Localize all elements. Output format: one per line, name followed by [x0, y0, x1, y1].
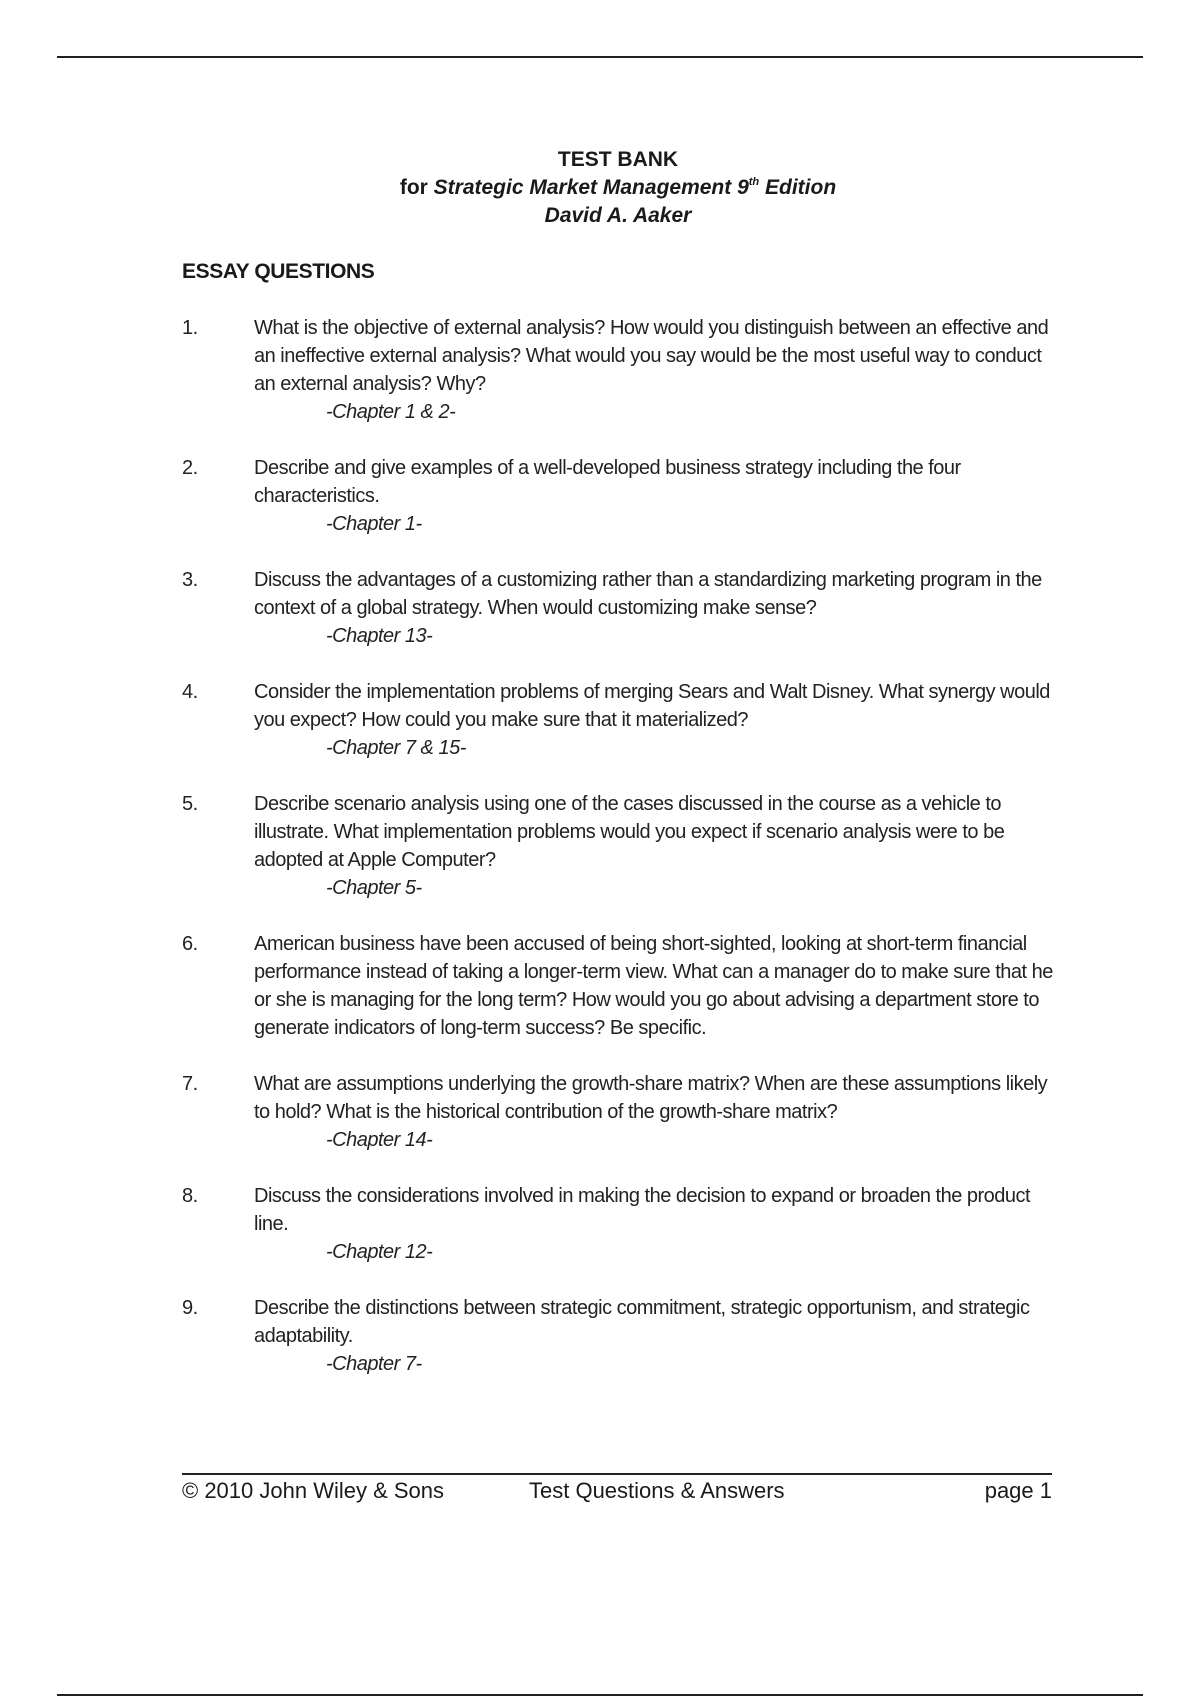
question-item [182, 454, 1062, 538]
question-item [182, 1182, 1062, 1266]
question-chapter-reference: -Chapter 5- [326, 877, 422, 899]
question-body [254, 930, 1062, 1042]
question-number: 9. [182, 1297, 198, 1319]
question-number: 4. [182, 681, 198, 703]
question-chapter-reference: -Chapter 12- [326, 1241, 433, 1263]
question-body [254, 566, 1062, 650]
footer-center-text: Test Questions & Answers [529, 1478, 785, 1503]
question-chapter-reference: -Chapter 13- [326, 625, 433, 647]
document-header [0, 146, 1200, 230]
book-title: Strategic Market Management 9th Edition [433, 176, 837, 199]
question-number: 3. [182, 569, 198, 591]
question-number: 7. [182, 1073, 198, 1095]
question-text: Discuss the considerations involved in making the decision to expand or broaden the product line. [254, 1185, 1031, 1235]
question-text: Describe the distinctions between strategic commitment, strategic opportunism, and strategic adaptability. [254, 1297, 1030, 1347]
question-item [182, 314, 1062, 426]
edition-superscript: th [748, 176, 760, 188]
bottom-rule [57, 1694, 1143, 1696]
question-text: What are assumptions underlying the growth-share matrix? When are these assumptions likely to hold? What is the historical contribution of the growth-share matrix? [254, 1073, 1048, 1123]
question-number: 5. [182, 793, 198, 815]
question-item [182, 1070, 1062, 1154]
question-number: 6. [182, 933, 198, 955]
question-text: American business have been accused of being short-sighted, looking at short-term financial performance instead of taking a longer-term view. What can a manager do to make sure that he or she is managing for the long term? How would you go about advising a department store to generate indicators of long-term success? Be specific. [254, 933, 1053, 1039]
question-text: Discuss the advantages of a customizing rather than a standardizing marketing program in the context of a global strategy. When would customizing make sense? [254, 569, 1042, 619]
question-number: 2. [182, 457, 198, 479]
section-title: ESSAY QUESTIONS [182, 260, 375, 283]
question-body [254, 1294, 1062, 1378]
question-chapter-reference: -Chapter 14- [326, 1129, 433, 1151]
question-number: 8. [182, 1185, 198, 1207]
top-rule [57, 56, 1143, 58]
question-chapter-reference: -Chapter 1 & 2- [326, 401, 456, 423]
question-text: Consider the implementation problems of merging Sears and Walt Disney. What synergy would you expect? How could you make sure that it materialized? [254, 681, 1050, 731]
footer-copyright: © 2010 John Wiley & Sons [182, 1478, 445, 1503]
subtitle-prefix: for [399, 176, 434, 199]
question-body [254, 1182, 1062, 1266]
page-footer [182, 1475, 1052, 1507]
question-item [182, 930, 1062, 1042]
document-subtitle [0, 174, 1200, 202]
question-item [182, 790, 1062, 902]
question-body [254, 790, 1062, 902]
question-body [254, 1070, 1062, 1154]
document-author: David A. Aaker [544, 204, 692, 227]
question-text: What is the objective of external analysis? How would you distinguish between an effective and an ineffective external analysis? What would you say would be the most useful way to conduct an external analysis? Why? [254, 317, 1049, 395]
question-number: 1. [182, 317, 198, 339]
question-body [254, 314, 1062, 426]
question-chapter-reference: -Chapter 7- [326, 1353, 422, 1375]
question-item [182, 566, 1062, 650]
question-body [254, 454, 1062, 538]
question-body [254, 678, 1062, 762]
question-text: Describe and give examples of a well-developed business strategy including the four characteristics. [254, 457, 961, 507]
question-list [182, 314, 1062, 1406]
question-chapter-reference: -Chapter 1- [326, 513, 422, 535]
question-text: Describe scenario analysis using one of the cases discussed in the course as a vehicle to illustrate. What implementation problems would you expect if scenario analysis were to be adopted at Apple Computer? [254, 793, 1005, 871]
question-item [182, 1294, 1062, 1378]
footer-page-number: page 1 [984, 1478, 1052, 1503]
edition-word: Edition [759, 176, 837, 199]
question-item [182, 678, 1062, 762]
question-chapter-reference: -Chapter 7 & 15- [326, 737, 466, 759]
document-title: TEST BANK [557, 148, 679, 171]
